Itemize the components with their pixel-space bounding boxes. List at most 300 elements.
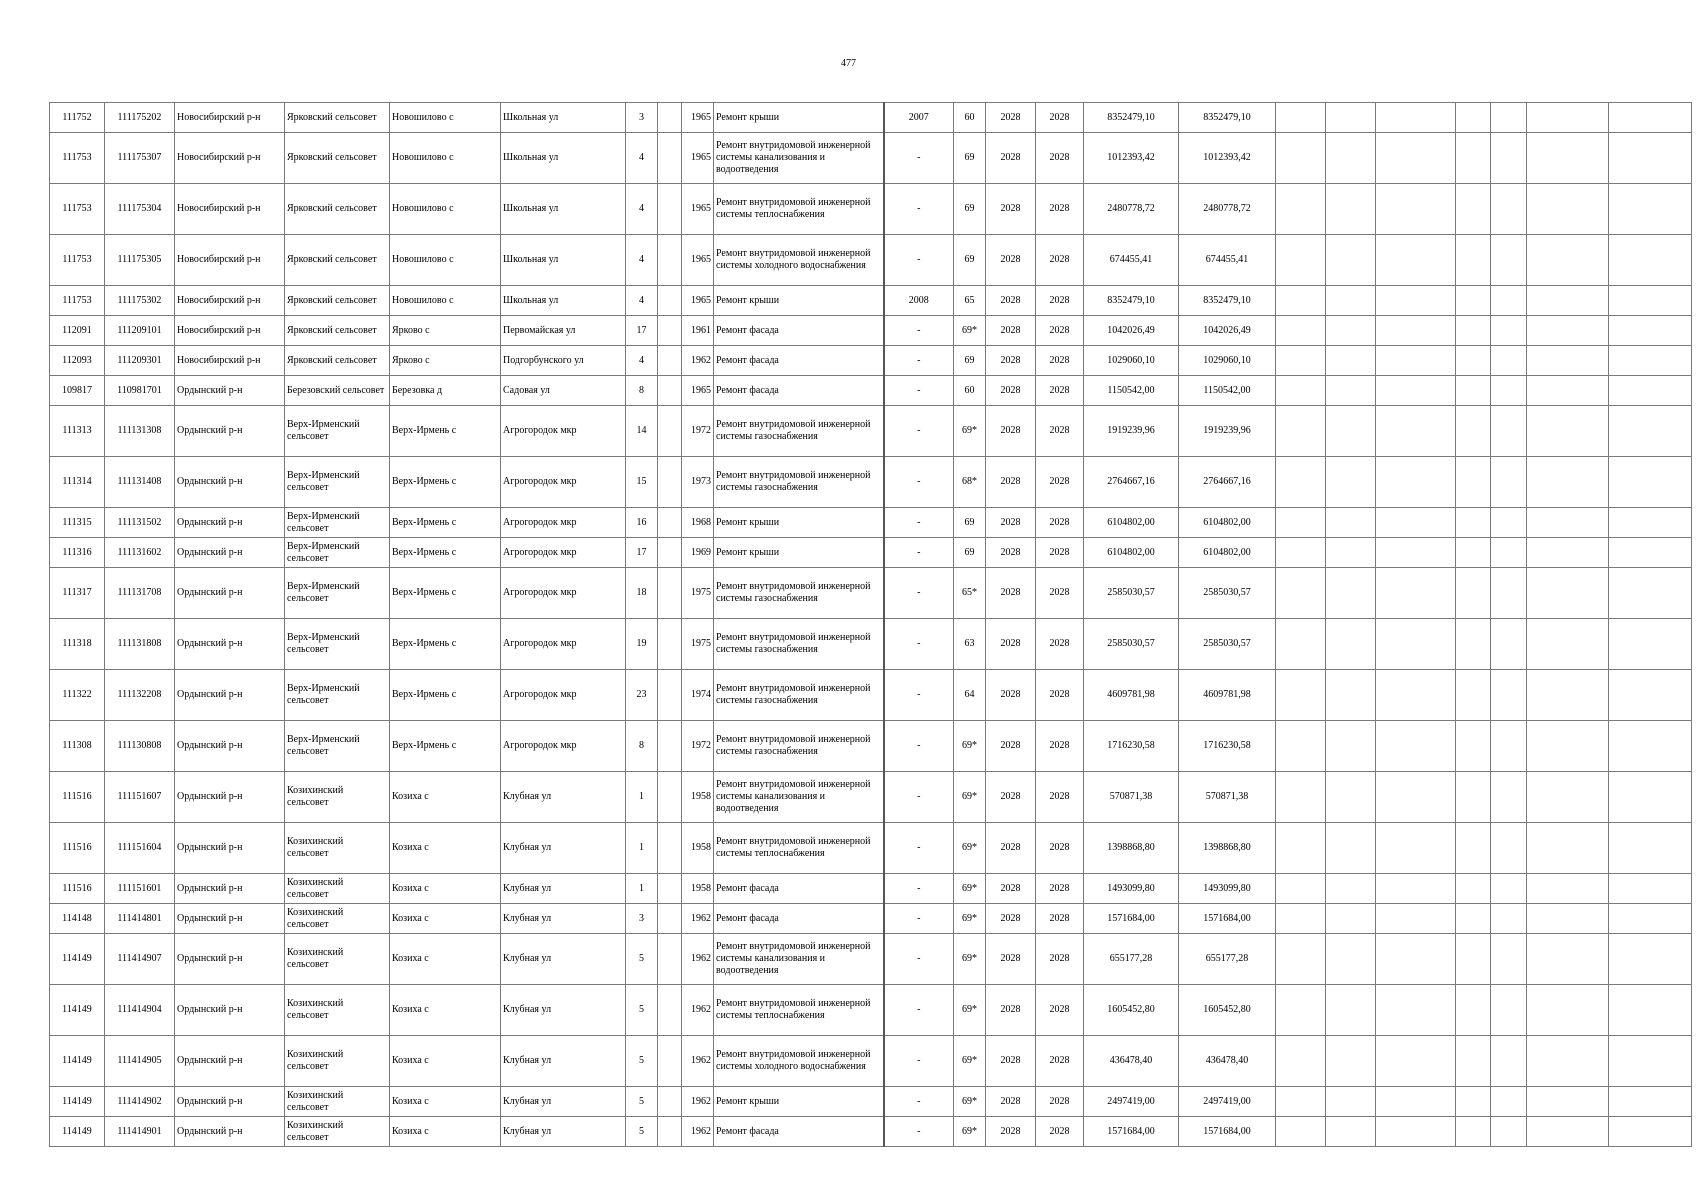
cell-district: Ордынский р-н — [175, 934, 285, 985]
cell-year2: 2028 — [1036, 346, 1084, 376]
table-row — [50, 619, 1692, 670]
cell-empty — [1527, 508, 1609, 538]
cell-district: Ордынский р-н — [175, 904, 285, 934]
cell-built: 1958 — [682, 874, 714, 904]
cell-empty — [1456, 1087, 1491, 1117]
cell-house: 4 — [626, 133, 658, 184]
cell-id: 111753 — [50, 184, 105, 235]
cell-year2: 2028 — [1036, 1036, 1084, 1087]
cell-cost: 6104802,00 — [1084, 508, 1179, 538]
cell-total: 2480778,72 — [1179, 184, 1276, 235]
cell-settlement: Верх-Ирмень с — [390, 538, 501, 568]
cell-empty — [1376, 406, 1456, 457]
cell-settlement: Козиха с — [390, 904, 501, 934]
cell-code: 111151601 — [105, 874, 175, 904]
cell-empty — [1527, 934, 1609, 985]
cell-id: 111322 — [50, 670, 105, 721]
cell-empty — [658, 235, 682, 286]
cell-council: Козихинский сельсовет — [285, 1036, 390, 1087]
cell-year1: 2028 — [986, 823, 1036, 874]
cell-built: 1962 — [682, 1087, 714, 1117]
cell-empty — [658, 568, 682, 619]
cell-settlement: Козиха с — [390, 1036, 501, 1087]
cell-house: 14 — [626, 406, 658, 457]
cell-empty — [1609, 133, 1692, 184]
cell-council: Козихинский сельсовет — [285, 772, 390, 823]
cell-work: Ремонт внутридомовой инженерной системы теплоснабжения — [714, 985, 884, 1036]
cell-cost: 8352479,10 — [1084, 286, 1179, 316]
cell-empty — [1491, 934, 1527, 985]
cell-year1: 2028 — [986, 772, 1036, 823]
cell-prev: - — [884, 376, 954, 406]
cell-empty — [1491, 985, 1527, 1036]
cell-cost: 1029060,10 — [1084, 346, 1179, 376]
cell-year1: 2028 — [986, 133, 1036, 184]
cell-empty — [658, 619, 682, 670]
cell-empty — [1326, 1087, 1376, 1117]
cell-total: 1150542,00 — [1179, 376, 1276, 406]
cell-street: Школьная ул — [501, 235, 626, 286]
cell-empty — [1527, 619, 1609, 670]
cell-empty — [1326, 1117, 1376, 1147]
cell-empty — [1527, 376, 1609, 406]
cell-work: Ремонт фасада — [714, 904, 884, 934]
cell-empty — [1609, 568, 1692, 619]
cell-year1: 2028 — [986, 457, 1036, 508]
cell-empty — [1527, 184, 1609, 235]
cell-empty — [1609, 1087, 1692, 1117]
cell-empty — [1491, 721, 1527, 772]
cell-total: 1012393,42 — [1179, 133, 1276, 184]
cell-empty — [1376, 823, 1456, 874]
cell-id: 111318 — [50, 619, 105, 670]
cell-built: 1975 — [682, 619, 714, 670]
cell-empty — [1326, 316, 1376, 346]
cell-year2: 2028 — [1036, 103, 1084, 133]
table-row — [50, 133, 1692, 184]
cell-empty — [1456, 1036, 1491, 1087]
cell-wear: 69 — [954, 508, 986, 538]
cell-settlement: Верх-Ирмень с — [390, 406, 501, 457]
cell-wear: 69* — [954, 823, 986, 874]
cell-year2: 2028 — [1036, 376, 1084, 406]
cell-house: 1 — [626, 874, 658, 904]
cell-council: Верх-Ирменский сельсовет — [285, 508, 390, 538]
cell-cost: 1150542,00 — [1084, 376, 1179, 406]
cell-empty — [1376, 346, 1456, 376]
cell-id: 112093 — [50, 346, 105, 376]
cell-code: 111209101 — [105, 316, 175, 346]
cell-id: 111314 — [50, 457, 105, 508]
cell-id: 112091 — [50, 316, 105, 346]
table-row — [50, 823, 1692, 874]
cell-year2: 2028 — [1036, 985, 1084, 1036]
cell-empty — [1276, 670, 1326, 721]
cell-empty — [1326, 457, 1376, 508]
cell-empty — [1376, 286, 1456, 316]
table-row — [50, 904, 1692, 934]
cell-empty — [1456, 772, 1491, 823]
cell-empty — [658, 934, 682, 985]
cell-empty — [1491, 235, 1527, 286]
cell-council: Козихинский сельсовет — [285, 1117, 390, 1147]
cell-work: Ремонт внутридомовой инженерной системы канализования и водоотведения — [714, 772, 884, 823]
cell-district: Ордынский р-н — [175, 619, 285, 670]
cell-empty — [1491, 1117, 1527, 1147]
cell-empty — [1527, 1117, 1609, 1147]
cell-year1: 2028 — [986, 1036, 1036, 1087]
cell-year1: 2028 — [986, 406, 1036, 457]
cell-street: Агрогородок мкр — [501, 619, 626, 670]
cell-wear: 69 — [954, 346, 986, 376]
cell-code: 111209301 — [105, 346, 175, 376]
cell-empty — [1491, 346, 1527, 376]
table-row — [50, 346, 1692, 376]
cell-empty — [1527, 133, 1609, 184]
cell-built: 1961 — [682, 316, 714, 346]
table-row — [50, 235, 1692, 286]
cell-cost: 1571684,00 — [1084, 1117, 1179, 1147]
cell-empty — [1527, 1036, 1609, 1087]
cell-empty — [1456, 133, 1491, 184]
cell-year2: 2028 — [1036, 568, 1084, 619]
cell-house: 17 — [626, 538, 658, 568]
cell-built: 1962 — [682, 904, 714, 934]
cell-empty — [1527, 823, 1609, 874]
table-row — [50, 934, 1692, 985]
cell-empty — [658, 508, 682, 538]
cell-district: Ордынский р-н — [175, 874, 285, 904]
table-row — [50, 184, 1692, 235]
table-row — [50, 457, 1692, 508]
cell-year1: 2028 — [986, 538, 1036, 568]
cell-code: 111151607 — [105, 772, 175, 823]
cell-year1: 2028 — [986, 286, 1036, 316]
cell-empty — [658, 772, 682, 823]
cell-council: Ярковский сельсовет — [285, 346, 390, 376]
cell-street: Агрогородок мкр — [501, 508, 626, 538]
cell-prev: - — [884, 985, 954, 1036]
cell-district: Новосибирский р-н — [175, 133, 285, 184]
cell-street: Клубная ул — [501, 823, 626, 874]
cell-built: 1958 — [682, 772, 714, 823]
cell-empty — [1326, 538, 1376, 568]
cell-year2: 2028 — [1036, 406, 1084, 457]
cell-street: Клубная ул — [501, 934, 626, 985]
cell-empty — [658, 538, 682, 568]
cell-empty — [1609, 286, 1692, 316]
cell-total: 570871,38 — [1179, 772, 1276, 823]
cell-empty — [658, 406, 682, 457]
cell-settlement: Ярково с — [390, 316, 501, 346]
cell-work: Ремонт внутридомовой инженерной системы холодного водоснабжения — [714, 1036, 884, 1087]
cell-empty — [1491, 376, 1527, 406]
cell-empty — [1527, 538, 1609, 568]
cell-street: Школьная ул — [501, 184, 626, 235]
cell-empty — [658, 670, 682, 721]
cell-code: 111151604 — [105, 823, 175, 874]
cell-empty — [1491, 568, 1527, 619]
cell-prev: 2008 — [884, 286, 954, 316]
cell-empty — [1276, 1087, 1326, 1117]
cell-settlement: Верх-Ирмень с — [390, 670, 501, 721]
cell-empty — [1276, 235, 1326, 286]
cell-empty — [1456, 184, 1491, 235]
cell-year2: 2028 — [1036, 1087, 1084, 1117]
cell-street: Клубная ул — [501, 874, 626, 904]
cell-empty — [1326, 568, 1376, 619]
cell-prev: - — [884, 1036, 954, 1087]
cell-empty — [1609, 538, 1692, 568]
cell-empty — [1527, 985, 1609, 1036]
cell-house: 3 — [626, 904, 658, 934]
cell-code: 110981701 — [105, 376, 175, 406]
cell-empty — [1527, 346, 1609, 376]
cell-empty — [1326, 823, 1376, 874]
cell-empty — [1276, 985, 1326, 1036]
cell-work: Ремонт внутридомовой инженерной системы газоснабжения — [714, 406, 884, 457]
cell-empty — [1326, 670, 1376, 721]
cell-empty — [1276, 619, 1326, 670]
cell-built: 1965 — [682, 133, 714, 184]
cell-year1: 2028 — [986, 670, 1036, 721]
cell-empty — [1609, 1117, 1692, 1147]
cell-council: Верх-Ирменский сельсовет — [285, 406, 390, 457]
cell-empty — [1527, 316, 1609, 346]
cell-wear: 69* — [954, 1117, 986, 1147]
cell-total: 2764667,16 — [1179, 457, 1276, 508]
cell-empty — [1376, 103, 1456, 133]
cell-empty — [1456, 823, 1491, 874]
cell-year2: 2028 — [1036, 721, 1084, 772]
cell-id: 111316 — [50, 538, 105, 568]
cell-district: Ордынский р-н — [175, 1036, 285, 1087]
cell-empty — [1609, 772, 1692, 823]
cell-empty — [1491, 406, 1527, 457]
cell-empty — [1376, 904, 1456, 934]
cell-empty — [1456, 1117, 1491, 1147]
cell-cost: 8352479,10 — [1084, 103, 1179, 133]
cell-house: 18 — [626, 568, 658, 619]
cell-empty — [1376, 1117, 1456, 1147]
cell-house: 8 — [626, 376, 658, 406]
cell-empty — [1376, 133, 1456, 184]
cell-settlement: Ярково с — [390, 346, 501, 376]
cell-house: 5 — [626, 1087, 658, 1117]
cell-id: 111308 — [50, 721, 105, 772]
cell-empty — [1376, 619, 1456, 670]
cell-prev: - — [884, 133, 954, 184]
cell-empty — [658, 823, 682, 874]
cell-district: Ордынский р-н — [175, 376, 285, 406]
cell-year2: 2028 — [1036, 619, 1084, 670]
cell-settlement: Козиха с — [390, 1087, 501, 1117]
cell-total: 2585030,57 — [1179, 619, 1276, 670]
table-row — [50, 538, 1692, 568]
cell-empty — [1456, 874, 1491, 904]
cell-cost: 1571684,00 — [1084, 904, 1179, 934]
cell-empty — [1276, 184, 1326, 235]
cell-council: Верх-Ирменский сельсовет — [285, 721, 390, 772]
table-body — [50, 103, 1692, 1147]
cell-year1: 2028 — [986, 934, 1036, 985]
cell-work: Ремонт фасада — [714, 376, 884, 406]
cell-total: 4609781,98 — [1179, 670, 1276, 721]
cell-wear: 69* — [954, 874, 986, 904]
cell-empty — [1326, 508, 1376, 538]
cell-code: 111414901 — [105, 1117, 175, 1147]
cell-house: 3 — [626, 103, 658, 133]
cell-empty — [1491, 286, 1527, 316]
cell-empty — [1376, 538, 1456, 568]
cell-street: Клубная ул — [501, 1036, 626, 1087]
cell-settlement: Верх-Ирмень с — [390, 568, 501, 619]
cell-empty — [1376, 1087, 1456, 1117]
cell-empty — [1276, 1036, 1326, 1087]
cell-wear: 69* — [954, 1087, 986, 1117]
table-row — [50, 316, 1692, 346]
cell-house: 4 — [626, 346, 658, 376]
cell-council: Козихинский сельсовет — [285, 904, 390, 934]
cell-built: 1962 — [682, 1036, 714, 1087]
cell-work: Ремонт внутридомовой инженерной системы холодного водоснабжения — [714, 235, 884, 286]
cell-empty — [1609, 346, 1692, 376]
table-row — [50, 1117, 1692, 1147]
table-row — [50, 286, 1692, 316]
cell-empty — [1456, 508, 1491, 538]
cell-year1: 2028 — [986, 874, 1036, 904]
cell-empty — [1376, 874, 1456, 904]
cell-id: 114149 — [50, 985, 105, 1036]
cell-empty — [1609, 619, 1692, 670]
cell-empty — [1456, 457, 1491, 508]
cell-id: 111516 — [50, 823, 105, 874]
cell-work: Ремонт фасада — [714, 1117, 884, 1147]
cell-house: 15 — [626, 457, 658, 508]
cell-total: 1398868,80 — [1179, 823, 1276, 874]
cell-prev: - — [884, 406, 954, 457]
cell-empty — [1276, 721, 1326, 772]
cell-built: 1972 — [682, 721, 714, 772]
cell-empty — [1376, 376, 1456, 406]
cell-council: Верх-Ирменский сельсовет — [285, 538, 390, 568]
table-row — [50, 1036, 1692, 1087]
cell-empty — [1326, 772, 1376, 823]
cell-work: Ремонт внутридомовой инженерной системы газоснабжения — [714, 670, 884, 721]
cell-empty — [1456, 670, 1491, 721]
cell-empty — [1276, 904, 1326, 934]
cell-empty — [1527, 874, 1609, 904]
cell-total: 436478,40 — [1179, 1036, 1276, 1087]
cell-total: 674455,41 — [1179, 235, 1276, 286]
cell-empty — [1527, 103, 1609, 133]
cell-empty — [1326, 376, 1376, 406]
cell-street: Школьная ул — [501, 103, 626, 133]
cell-empty — [658, 874, 682, 904]
cell-work: Ремонт крыши — [714, 103, 884, 133]
cell-empty — [1326, 346, 1376, 376]
page-number: 477 — [841, 58, 856, 69]
cell-prev: - — [884, 1117, 954, 1147]
cell-year1: 2028 — [986, 1087, 1036, 1117]
cell-empty — [1376, 568, 1456, 619]
cell-empty — [1376, 457, 1456, 508]
cell-cost: 1012393,42 — [1084, 133, 1179, 184]
cell-settlement: Верх-Ирмень с — [390, 721, 501, 772]
cell-built: 1968 — [682, 508, 714, 538]
cell-settlement: Верх-Ирмень с — [390, 619, 501, 670]
cell-empty — [1456, 316, 1491, 346]
cell-wear: 69* — [954, 1036, 986, 1087]
cell-year2: 2028 — [1036, 184, 1084, 235]
table-row — [50, 568, 1692, 619]
cell-built: 1962 — [682, 1117, 714, 1147]
cell-street: Клубная ул — [501, 904, 626, 934]
cell-empty — [1527, 457, 1609, 508]
cell-council: Ярковский сельсовет — [285, 316, 390, 346]
cell-empty — [658, 1117, 682, 1147]
cell-house: 5 — [626, 985, 658, 1036]
cell-id: 114149 — [50, 934, 105, 985]
cell-district: Ордынский р-н — [175, 568, 285, 619]
cell-id: 109817 — [50, 376, 105, 406]
cell-street: Клубная ул — [501, 1117, 626, 1147]
cell-empty — [1456, 406, 1491, 457]
cell-street: Агрогородок мкр — [501, 721, 626, 772]
cell-prev: - — [884, 235, 954, 286]
cell-work: Ремонт крыши — [714, 508, 884, 538]
cell-street: Агрогородок мкр — [501, 568, 626, 619]
cell-total: 6104802,00 — [1179, 538, 1276, 568]
cell-empty — [1276, 874, 1326, 904]
cell-district: Новосибирский р-н — [175, 184, 285, 235]
cell-id: 114149 — [50, 1117, 105, 1147]
cell-code: 111414801 — [105, 904, 175, 934]
cell-empty — [1491, 823, 1527, 874]
cell-empty — [1609, 934, 1692, 985]
cell-empty — [1609, 235, 1692, 286]
cell-empty — [1376, 1036, 1456, 1087]
cell-work: Ремонт крыши — [714, 538, 884, 568]
cell-code: 111131602 — [105, 538, 175, 568]
cell-prev: - — [884, 670, 954, 721]
cell-empty — [1527, 670, 1609, 721]
cell-year2: 2028 — [1036, 934, 1084, 985]
cell-year1: 2028 — [986, 721, 1036, 772]
cell-total: 655177,28 — [1179, 934, 1276, 985]
cell-street: Клубная ул — [501, 985, 626, 1036]
cell-wear: 69* — [954, 721, 986, 772]
cell-empty — [1456, 619, 1491, 670]
cell-empty — [1456, 346, 1491, 376]
cell-council: Березовский сельсовет — [285, 376, 390, 406]
table-row — [50, 772, 1692, 823]
cell-cost: 2480778,72 — [1084, 184, 1179, 235]
cell-empty — [1376, 316, 1456, 346]
cell-year2: 2028 — [1036, 1117, 1084, 1147]
cell-empty — [1609, 376, 1692, 406]
cell-prev: - — [884, 316, 954, 346]
cell-council: Верх-Ирменский сельсовет — [285, 670, 390, 721]
cell-settlement: Козиха с — [390, 823, 501, 874]
cell-empty — [1456, 904, 1491, 934]
table-row — [50, 406, 1692, 457]
cell-district: Ордынский р-н — [175, 457, 285, 508]
cell-year1: 2028 — [986, 184, 1036, 235]
cell-id: 111315 — [50, 508, 105, 538]
cell-code: 111175307 — [105, 133, 175, 184]
cell-empty — [1527, 721, 1609, 772]
